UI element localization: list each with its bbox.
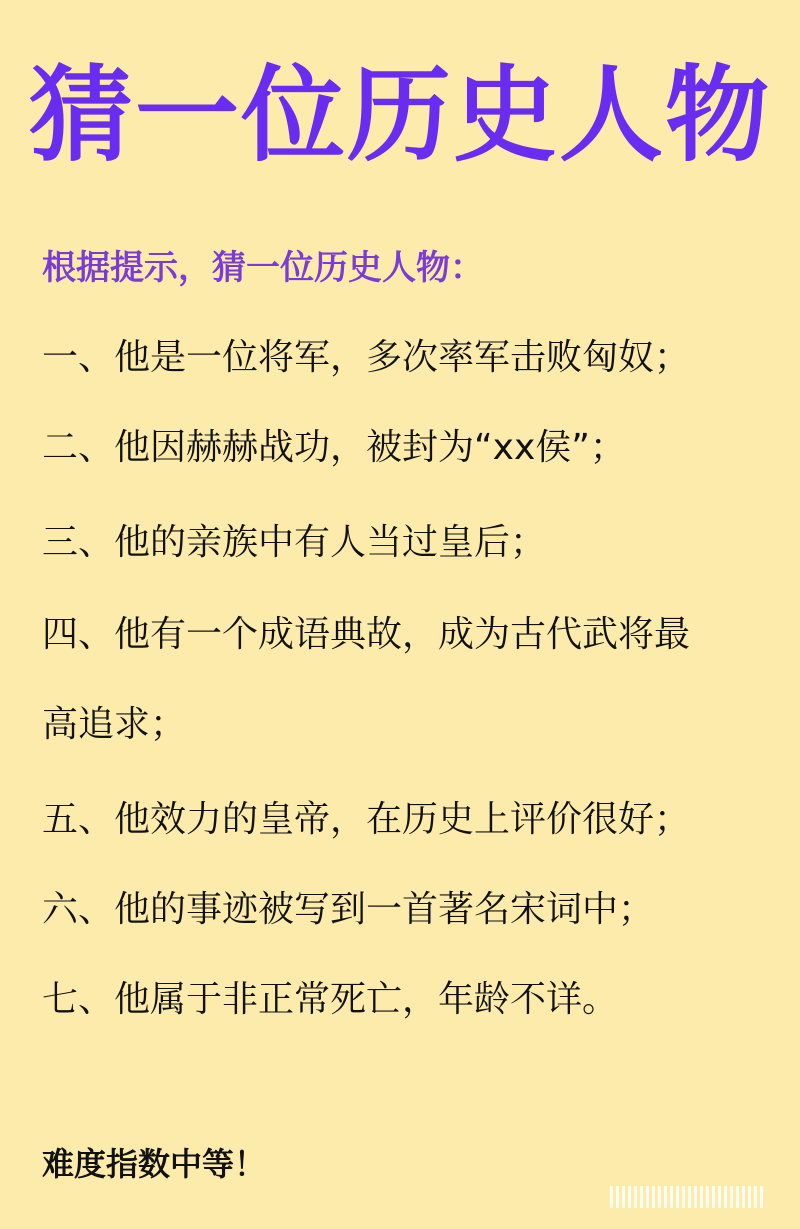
clue-line: 一、他是一位将军，多次率军击败匈奴； xyxy=(42,337,691,378)
prompt-heading: 根据提示，猜一位历史人物： xyxy=(42,248,484,288)
clue-line: 五、他效力的皇帝，在历史上评价很好； xyxy=(42,799,691,840)
clue-line: 六、他的事迹被写到一首著名宋词中； xyxy=(42,889,655,930)
watermark-mark xyxy=(610,1186,780,1208)
clue-line: 七、他属于非正常死亡，年龄不详。 xyxy=(42,979,619,1020)
difficulty-note: 难度指数中等！ xyxy=(42,1145,267,1183)
clue-line: 二、他因赫赫战功，被封为“xx侯”； xyxy=(42,427,626,468)
clue-line-continuation: 高追求； xyxy=(42,704,187,745)
clue-line: 三、他的亲族中有人当过皇后； xyxy=(42,522,547,563)
page-title: 猜一位历史人物 xyxy=(28,54,771,176)
clue-line: 四、他有一个成语典故，成为古代武将最 xyxy=(42,614,691,655)
